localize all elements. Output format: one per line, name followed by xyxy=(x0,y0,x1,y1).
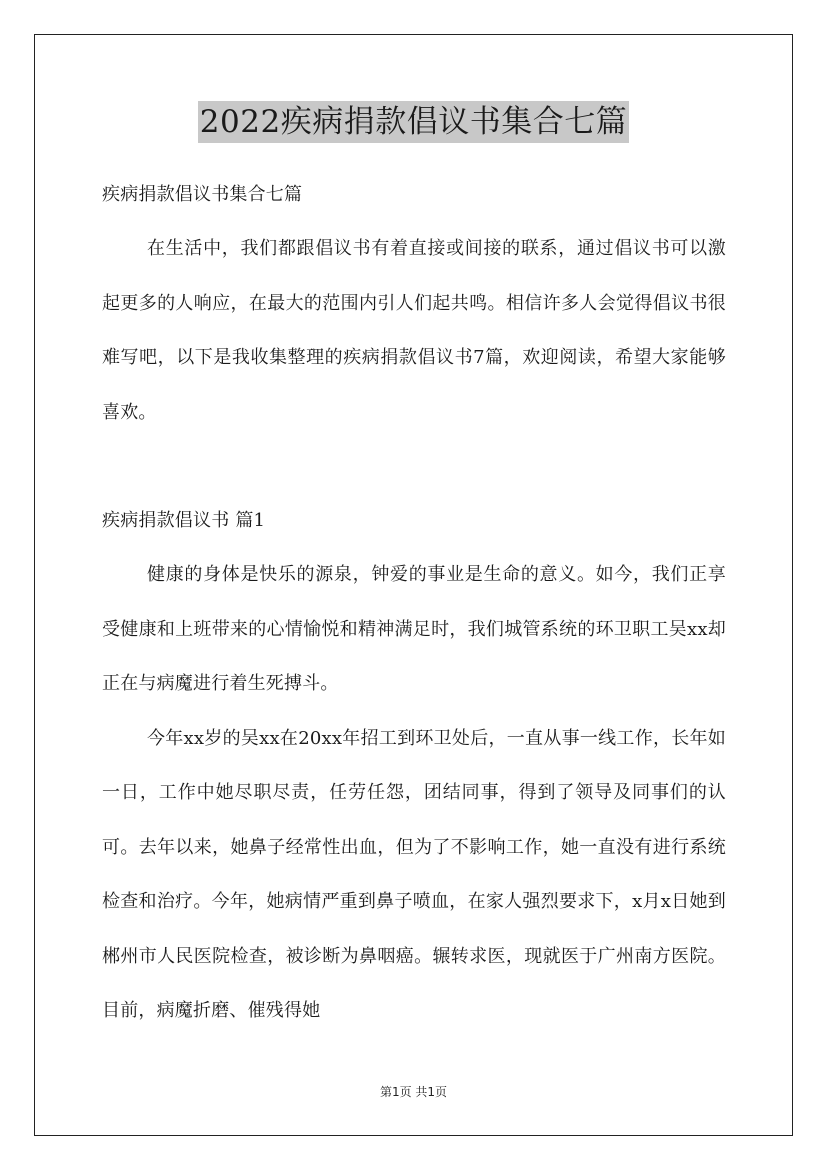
document-subtitle: 疾病捐款倡议书集合七篇 xyxy=(102,184,303,205)
document-title: 2022疾病捐款倡议书集合七篇 xyxy=(198,101,629,143)
section-heading: 疾病捐款倡议书 篇1 xyxy=(102,510,266,531)
section-gap xyxy=(102,440,726,494)
page-footer: 第1页 共1页 xyxy=(379,1085,448,1099)
body-paragraph-2: 今年xx岁的吴xx在20xx年招工到环卫处后，一直从事一线工作，长年如一日，工作中她尽职尽责，任劳任怨，团结同事，得到了领导及同事们的认可。去年以来，她鼻子经常性出血，但为了不影响工作，她一直没有进行系统检查和治疗。今年，她病情严重到鼻子喷血，在家人强烈要求下，x月x日她到郴州市人民医院检查，被诊断为鼻咽癌。辗转求医，现就医于广州南方医院。目前，病魔折磨、催残得她 xyxy=(102,727,726,1021)
body-paragraph-1: 健康的身体是快乐的源泉，钟爱的事业是生命的意义。如今，我们正享受健康和上班带来的心情愉悦和精神满足时，我们城管系统的环卫职工吴xx却正在与病魔进行着生死搏斗。 xyxy=(102,564,726,694)
intro-paragraph: 在生活中，我们都跟倡议书有着直接或间接的联系，通过倡议书可以激起更多的人响应，在最大的范围内引人们起共鸣。相信许多人会觉得倡议书很难写吧，以下是我收集整理的疾病捐款倡议书7篇，欢迎阅读，希望大家能够喜欢。 xyxy=(102,238,726,423)
document-body xyxy=(102,168,726,1039)
title-area xyxy=(0,101,827,143)
